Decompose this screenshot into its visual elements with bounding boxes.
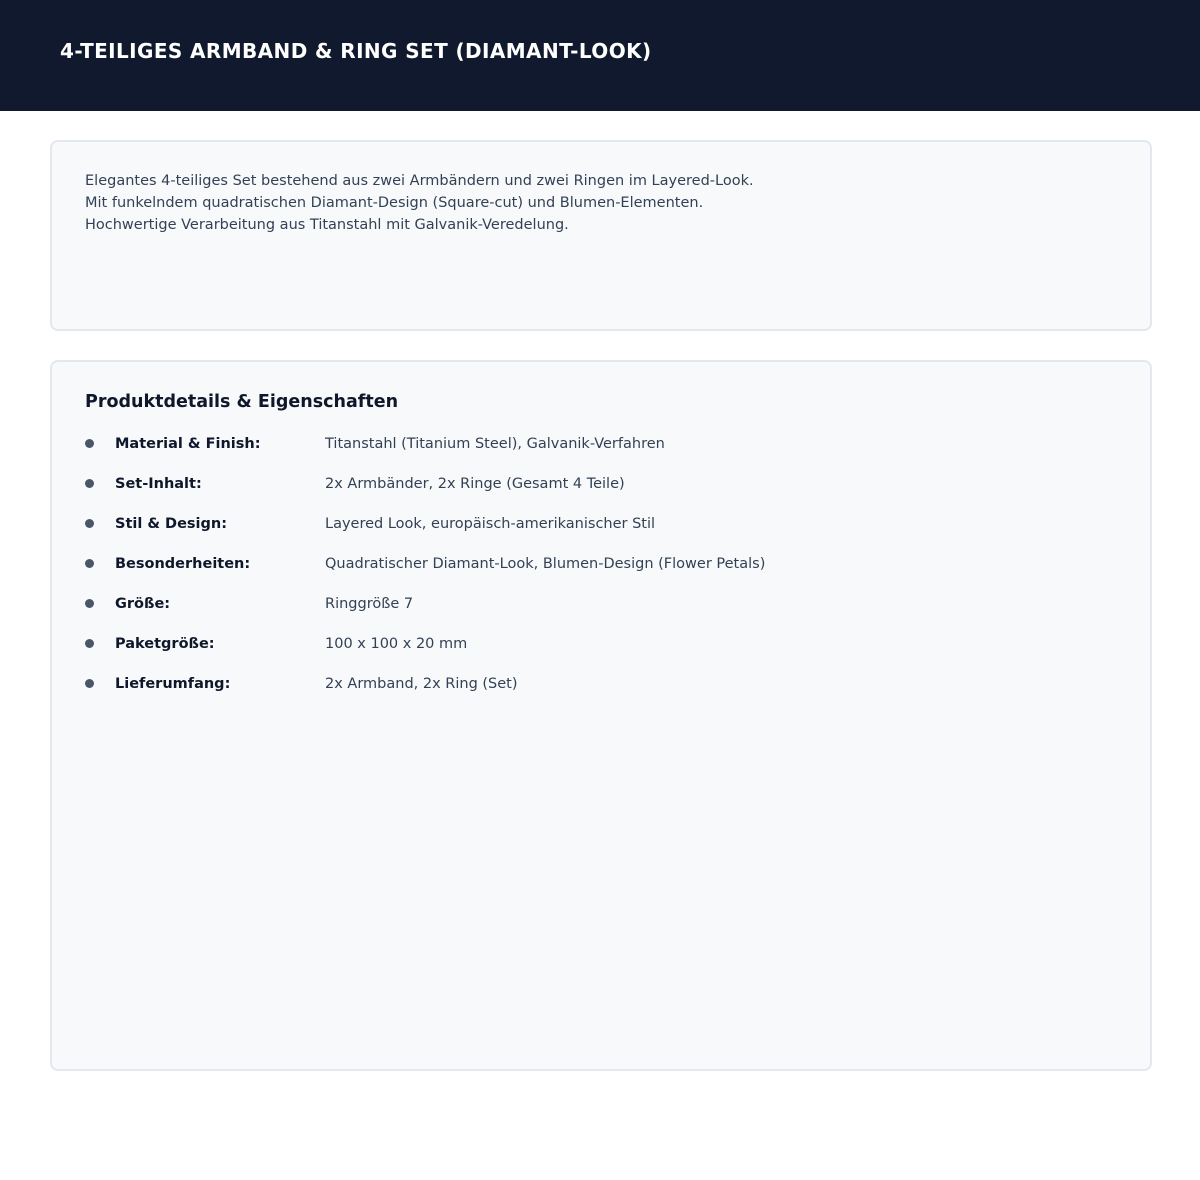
detail-value: Quadratischer Diamant-Look, Blumen-Design (Flower Petals) [325, 556, 766, 572]
detail-row-groesse [85, 592, 1085, 616]
description-line: Elegantes 4-teiliges Set bestehend aus zwei Armbändern und zwei Ringen im Layered-Look. [85, 173, 754, 189]
description-card [50, 140, 1152, 331]
detail-row-paketgroesse [85, 632, 1085, 656]
bullet-icon [85, 599, 94, 608]
detail-label: Paketgröße: [115, 636, 215, 652]
bullet-icon [85, 439, 94, 448]
page-header [0, 0, 1200, 111]
details-card [50, 360, 1152, 1071]
detail-label: Lieferumfang: [115, 676, 231, 692]
detail-label: Set-Inhalt: [115, 476, 202, 492]
detail-row-besonderheiten [85, 552, 1085, 576]
page-title: 4-TEILIGES ARMBAND & RING SET (DIAMANT-LOOK) [60, 39, 652, 63]
detail-label: Besonderheiten: [115, 556, 251, 572]
detail-row-stil-design [85, 512, 1085, 536]
detail-label: Stil & Design: [115, 516, 228, 532]
detail-row-lieferumfang [85, 672, 1085, 696]
description-line: Mit funkelndem quadratischen Diamant-Design (Square-cut) und Blumen-Elementen. [85, 195, 704, 211]
bullet-icon [85, 639, 94, 648]
detail-row-material [85, 432, 1085, 456]
detail-value: 2x Armband, 2x Ring (Set) [325, 676, 518, 692]
bullet-icon [85, 679, 94, 688]
detail-value: 100 x 100 x 20 mm [325, 636, 468, 652]
detail-row-set-inhalt [85, 472, 1085, 496]
bullet-icon [85, 519, 94, 528]
bullet-icon [85, 559, 94, 568]
detail-value: 2x Armbänder, 2x Ringe (Gesamt 4 Teile) [325, 476, 625, 492]
description-line: Hochwertige Verarbeitung aus Titanstahl mit Galvanik-Veredelung. [85, 217, 569, 233]
details-heading: Produktdetails & Eigenschaften [85, 392, 399, 412]
bullet-icon [85, 479, 94, 488]
detail-value: Ringgröße 7 [325, 596, 414, 612]
detail-value: Titanstahl (Titanium Steel), Galvanik-Verfahren [325, 436, 665, 452]
detail-label: Material & Finish: [115, 436, 261, 452]
detail-label: Größe: [115, 596, 171, 612]
detail-value: Layered Look, europäisch-amerikanischer Stil [325, 516, 656, 532]
